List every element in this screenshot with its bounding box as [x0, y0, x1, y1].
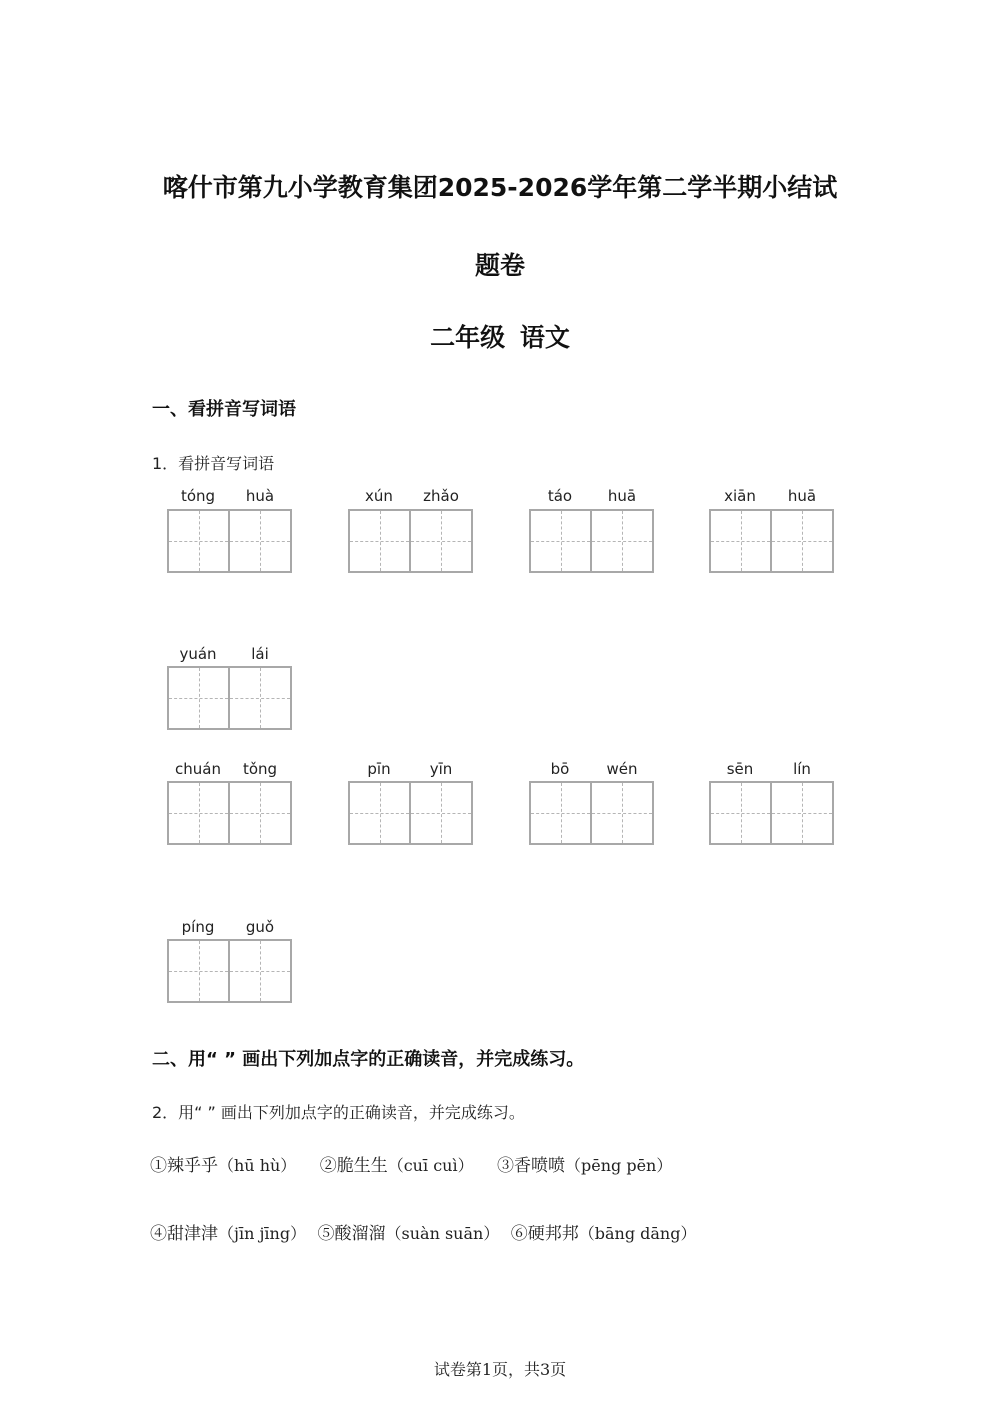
- item-word: 辣乎乎: [167, 1156, 218, 1176]
- item-word: 酸溜溜: [334, 1224, 386, 1244]
- exam-title-line2: 题卷: [474, 251, 525, 280]
- pinyin: guǒ: [245, 918, 275, 936]
- tianzige-cell[interactable]: [709, 509, 772, 573]
- pinyin: sēn: [726, 760, 754, 778]
- pinyin-options[interactable]: （suàn suān）: [385, 1224, 500, 1243]
- tianzige-cell[interactable]: [167, 939, 230, 1003]
- item-number: ①: [150, 1156, 167, 1176]
- page-footer: 试卷第1页，共3页: [433, 1360, 567, 1379]
- word-writing-box[interactable]: [348, 487, 474, 577]
- exam-title-line1: 喀什市第九小学教育集团2025-2026学年第二学半期小结试: [162, 173, 838, 202]
- tianzige-cell[interactable]: [529, 781, 592, 845]
- reading-item: [497, 1151, 672, 1176]
- reading-items-row2: [150, 1219, 714, 1244]
- tianzige-cell[interactable]: [592, 781, 654, 845]
- pinyin: píng: [181, 918, 215, 936]
- item-number: ③: [496, 1156, 514, 1176]
- tianzige-cell[interactable]: [348, 509, 411, 573]
- word-writing-box[interactable]: [529, 487, 655, 577]
- pinyin: zhǎo: [423, 487, 459, 505]
- pinyin: yuán: [179, 645, 217, 663]
- pinyin: bō: [550, 760, 570, 778]
- question1-label: 1．看拼音写词语: [152, 454, 275, 473]
- tianzige-cell[interactable]: [348, 781, 411, 845]
- reading-item: [511, 1219, 697, 1244]
- pinyin: lái: [251, 645, 269, 663]
- reading-item: [320, 1151, 474, 1176]
- tianzige-cell[interactable]: [529, 509, 592, 573]
- word-writing-box[interactable]: [167, 918, 293, 1008]
- tianzige-cell[interactable]: [167, 509, 230, 573]
- pinyin: chuán: [175, 760, 221, 778]
- tianzige-cell[interactable]: [230, 939, 292, 1003]
- pinyin: huā: [607, 487, 637, 505]
- tianzige-cell[interactable]: [709, 781, 772, 845]
- pinyin-options[interactable]: （bāng dāng）: [578, 1224, 697, 1243]
- section2-heading: 二、用“ ” 画出下列加点字的正确读音，并完成练习。: [152, 1049, 585, 1070]
- pinyin-options[interactable]: （cuī cuì）: [387, 1156, 474, 1175]
- word-writing-box[interactable]: [709, 487, 835, 577]
- pinyin: xún: [365, 487, 393, 505]
- reading-items-row1: [150, 1151, 690, 1176]
- reading-item: [318, 1219, 500, 1244]
- tianzige-cell[interactable]: [230, 781, 292, 845]
- pinyin-options[interactable]: （pēng pēn）: [564, 1156, 673, 1175]
- item-word: 甜津津: [167, 1224, 218, 1244]
- reading-item: [150, 1151, 296, 1176]
- pinyin: xiān: [724, 487, 756, 505]
- pinyin-options[interactable]: （hū hù）: [218, 1156, 297, 1175]
- item-number: ②: [319, 1156, 337, 1176]
- tianzige-cell[interactable]: [772, 509, 834, 573]
- tianzige-cell[interactable]: [411, 509, 473, 573]
- pinyin: huā: [787, 487, 817, 505]
- tianzige-cell[interactable]: [230, 509, 292, 573]
- word-writing-box[interactable]: [709, 760, 835, 850]
- word-writing-box[interactable]: [167, 760, 293, 850]
- item-word: 硬邦邦: [527, 1224, 579, 1244]
- exam-subtitle: 二年级 语文: [430, 323, 570, 352]
- pinyin: huà: [245, 487, 275, 505]
- question2-label: 2．用“ ” 画出下列加点字的正确读音，并完成练习。: [152, 1103, 525, 1122]
- word-writing-box[interactable]: [167, 645, 293, 735]
- tianzige-cell[interactable]: [592, 509, 654, 573]
- item-number: ⑤: [317, 1224, 335, 1244]
- pinyin: táo: [547, 487, 573, 505]
- item-number: ⑥: [510, 1224, 528, 1244]
- item-number: ④: [150, 1224, 167, 1244]
- item-word: 香喷喷: [513, 1156, 565, 1176]
- pinyin: wén: [606, 760, 638, 778]
- pinyin: yīn: [429, 760, 453, 778]
- tianzige-cell[interactable]: [230, 666, 292, 730]
- pinyin: pīn: [367, 760, 391, 778]
- pinyin: tóng: [180, 487, 216, 505]
- tianzige-cell[interactable]: [167, 781, 230, 845]
- section1-heading: 一、看拼音写词语: [152, 399, 296, 420]
- word-writing-box[interactable]: [529, 760, 655, 850]
- item-word: 脆生生: [336, 1156, 388, 1176]
- pinyin-options[interactable]: （jīn jīng）: [218, 1224, 307, 1243]
- tianzige-cell[interactable]: [772, 781, 834, 845]
- pinyin: lín: [793, 760, 811, 778]
- reading-item: [150, 1219, 306, 1244]
- tianzige-cell[interactable]: [167, 666, 230, 730]
- word-writing-box[interactable]: [348, 760, 474, 850]
- pinyin: tǒng: [242, 760, 278, 778]
- word-writing-box[interactable]: [167, 487, 293, 577]
- tianzige-cell[interactable]: [411, 781, 473, 845]
